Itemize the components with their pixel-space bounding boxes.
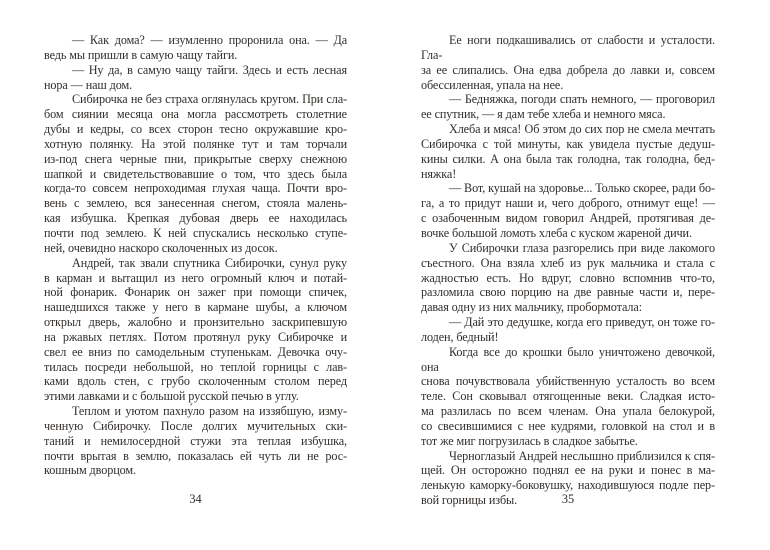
text-line: Когда все до крошки было уничтожено девочкой, она <box>421 344 715 374</box>
text-line: почти врытая в землю, показалась ей чуть ли не рос- <box>44 448 347 463</box>
text-line: с озабоченным видом говорил Андрей, протягивая де- <box>421 211 715 226</box>
page-number-right: 35 <box>561 492 575 506</box>
text-line: ченную Сибирочку. После долгих мучительных ски- <box>44 418 347 433</box>
text-line: ее спутник, — я дам тебе хлеба и немного мяса. <box>421 107 666 122</box>
text-line: ленькую каморку-боковушку, находившуюся подле пер- <box>421 478 715 493</box>
text-line: нора — наш дом. <box>44 77 133 92</box>
text-line: вой горницы избы. <box>421 493 518 508</box>
text-line: — Бедняжка, погоди спать немного, — проговорил <box>449 92 715 107</box>
text-line: кошным дворцом. <box>44 463 136 478</box>
text-line: ма разлилась по всем членам. Она упала белокурой, <box>421 404 715 419</box>
text-line: вень с землею, вся занесенная снегом, стояла малень- <box>44 196 347 211</box>
text-line: У Сибирочки глаза разгорелись при виде лакомого <box>449 240 715 255</box>
text-line: щей. Он осторожно поднял ее на руки и понес в ма- <box>421 463 715 478</box>
text-line: снова почувствовала убийственную усталость во всем <box>421 374 715 389</box>
text-line: дубы и кедры, со всех сторон тесно окружавшие кро- <box>44 122 347 137</box>
text-line: из-под снега черные пни, прикрытые сверху снежною <box>44 151 347 166</box>
text-line: га, а то придут наши и, чего доброго, отнимут еще! — <box>421 196 715 211</box>
text-line: хотную полянку. На этой полянке тут и там торчали <box>44 136 347 151</box>
text-line: на ржавых петлях. Потом протянул руку Сибирочке и <box>44 329 347 344</box>
page-right-text <box>421 33 715 508</box>
page-left-text <box>44 33 347 478</box>
text-line: за ее слипались. Она едва добрела до лавки и, совсем <box>421 62 715 77</box>
text-line: — Дай это дедушке, когда его приведут, он тоже го- <box>449 315 715 330</box>
text-line: когда-то совсем непроходимая глухая чаща. Почти вро- <box>44 181 347 196</box>
text-line: бом сиянии месяца она могла рассмотреть столетние <box>44 107 347 122</box>
text-line: Сибирочка не без страха оглянулась кругом. При сла- <box>72 92 347 107</box>
text-line: — Вот, кушай на здоровье... Только скорее, ради бо- <box>449 181 715 196</box>
text-line: нашедшихся также у него в кармане шубы, а ключом <box>44 300 347 315</box>
text-line: ней, очевидно наскоро сколоченных из досок. <box>44 240 278 255</box>
text-line: свел ее вниз по самодельным ступенькам. Девочка очу- <box>44 344 347 359</box>
text-line: ками вдоль стен, с грубо сколоченным столом перед <box>44 374 347 389</box>
text-line: лоден, бедный! <box>421 329 499 344</box>
text-line: съестного. Она взяла хлеб из рук мальчика и стала с <box>421 255 715 270</box>
text-line: Ее ноги подкашивались от слабости и усталости. Гла- <box>421 33 715 62</box>
text-line: — Ну да, в самую чащу тайги. Здесь и есть лесная <box>72 62 347 77</box>
page-right <box>421 0 715 550</box>
text-line: Хлеба и мяса! Об этом до сих пор не смела мечтать <box>449 122 715 137</box>
text-line: Теплом и уютом пахну́ло разом на иззябшую, изму- <box>72 404 347 419</box>
text-line: няжка! <box>421 166 457 181</box>
text-line: ведь мы пришли в самую чащу тайги. <box>44 47 238 62</box>
text-line: шапкой и свидетельствовавшие о том, что здесь была <box>44 166 347 181</box>
text-line: таний и немилосердной стужи эта теплая избушка, <box>44 433 347 448</box>
text-line: тот же миг погрузилась в сладкое забытье. <box>421 433 638 448</box>
page-left <box>44 0 347 550</box>
text-line: давая одну из них мальчику, пробормотала: <box>421 300 642 315</box>
text-line: тилась посреди небольшой, но теплой горницы с лав- <box>44 359 347 374</box>
text-line: открыл дверь, жалобно и пронзительно заскрипевшую <box>44 315 347 330</box>
text-line: почти под землею. К ней спускались несколько ступе- <box>44 225 347 240</box>
text-line: обессиленная, упала на нее. <box>421 77 564 92</box>
text-line: вочке большой ломоть хлеба с куском жареной дичи. <box>421 225 692 240</box>
text-line: Сибирочка с той минуты, как увидела пустые дедуш- <box>421 136 715 151</box>
text-line: кины силки. А она была так голодна, так голодна, бед- <box>421 151 715 166</box>
text-line: кая избушка. Крепкая дубовая дверь ее находилась <box>44 211 347 226</box>
text-line: жадностью есть. Но вдруг, словно вспомнив что-то, <box>421 270 715 285</box>
text-line: со свесившимися с нее кудрями, головкой на стол и в <box>421 418 715 433</box>
text-line: Андрей, так звали спутника Сибирочки, сунул руку <box>72 255 347 270</box>
text-line: — Как дома? — изумленно проронила она. — Да <box>72 33 347 47</box>
text-line: теле. Сон сковывал отягощенные веки. Сладкая исто- <box>421 389 715 404</box>
text-line: ной фонарик. Фонарик он зажег при помощи спичек, <box>44 285 347 300</box>
text-line: разломила свою порцию на две равные части и, пере- <box>421 285 715 300</box>
text-line: этими лавками и с большой русской печью в углу. <box>44 389 299 404</box>
page-number-left: 34 <box>189 492 202 506</box>
text-line: в карман и вытащил из него огромный ключ и потай- <box>44 270 347 285</box>
text-line: Черноглазый Андрей неслышно приблизился к спя- <box>449 448 715 463</box>
